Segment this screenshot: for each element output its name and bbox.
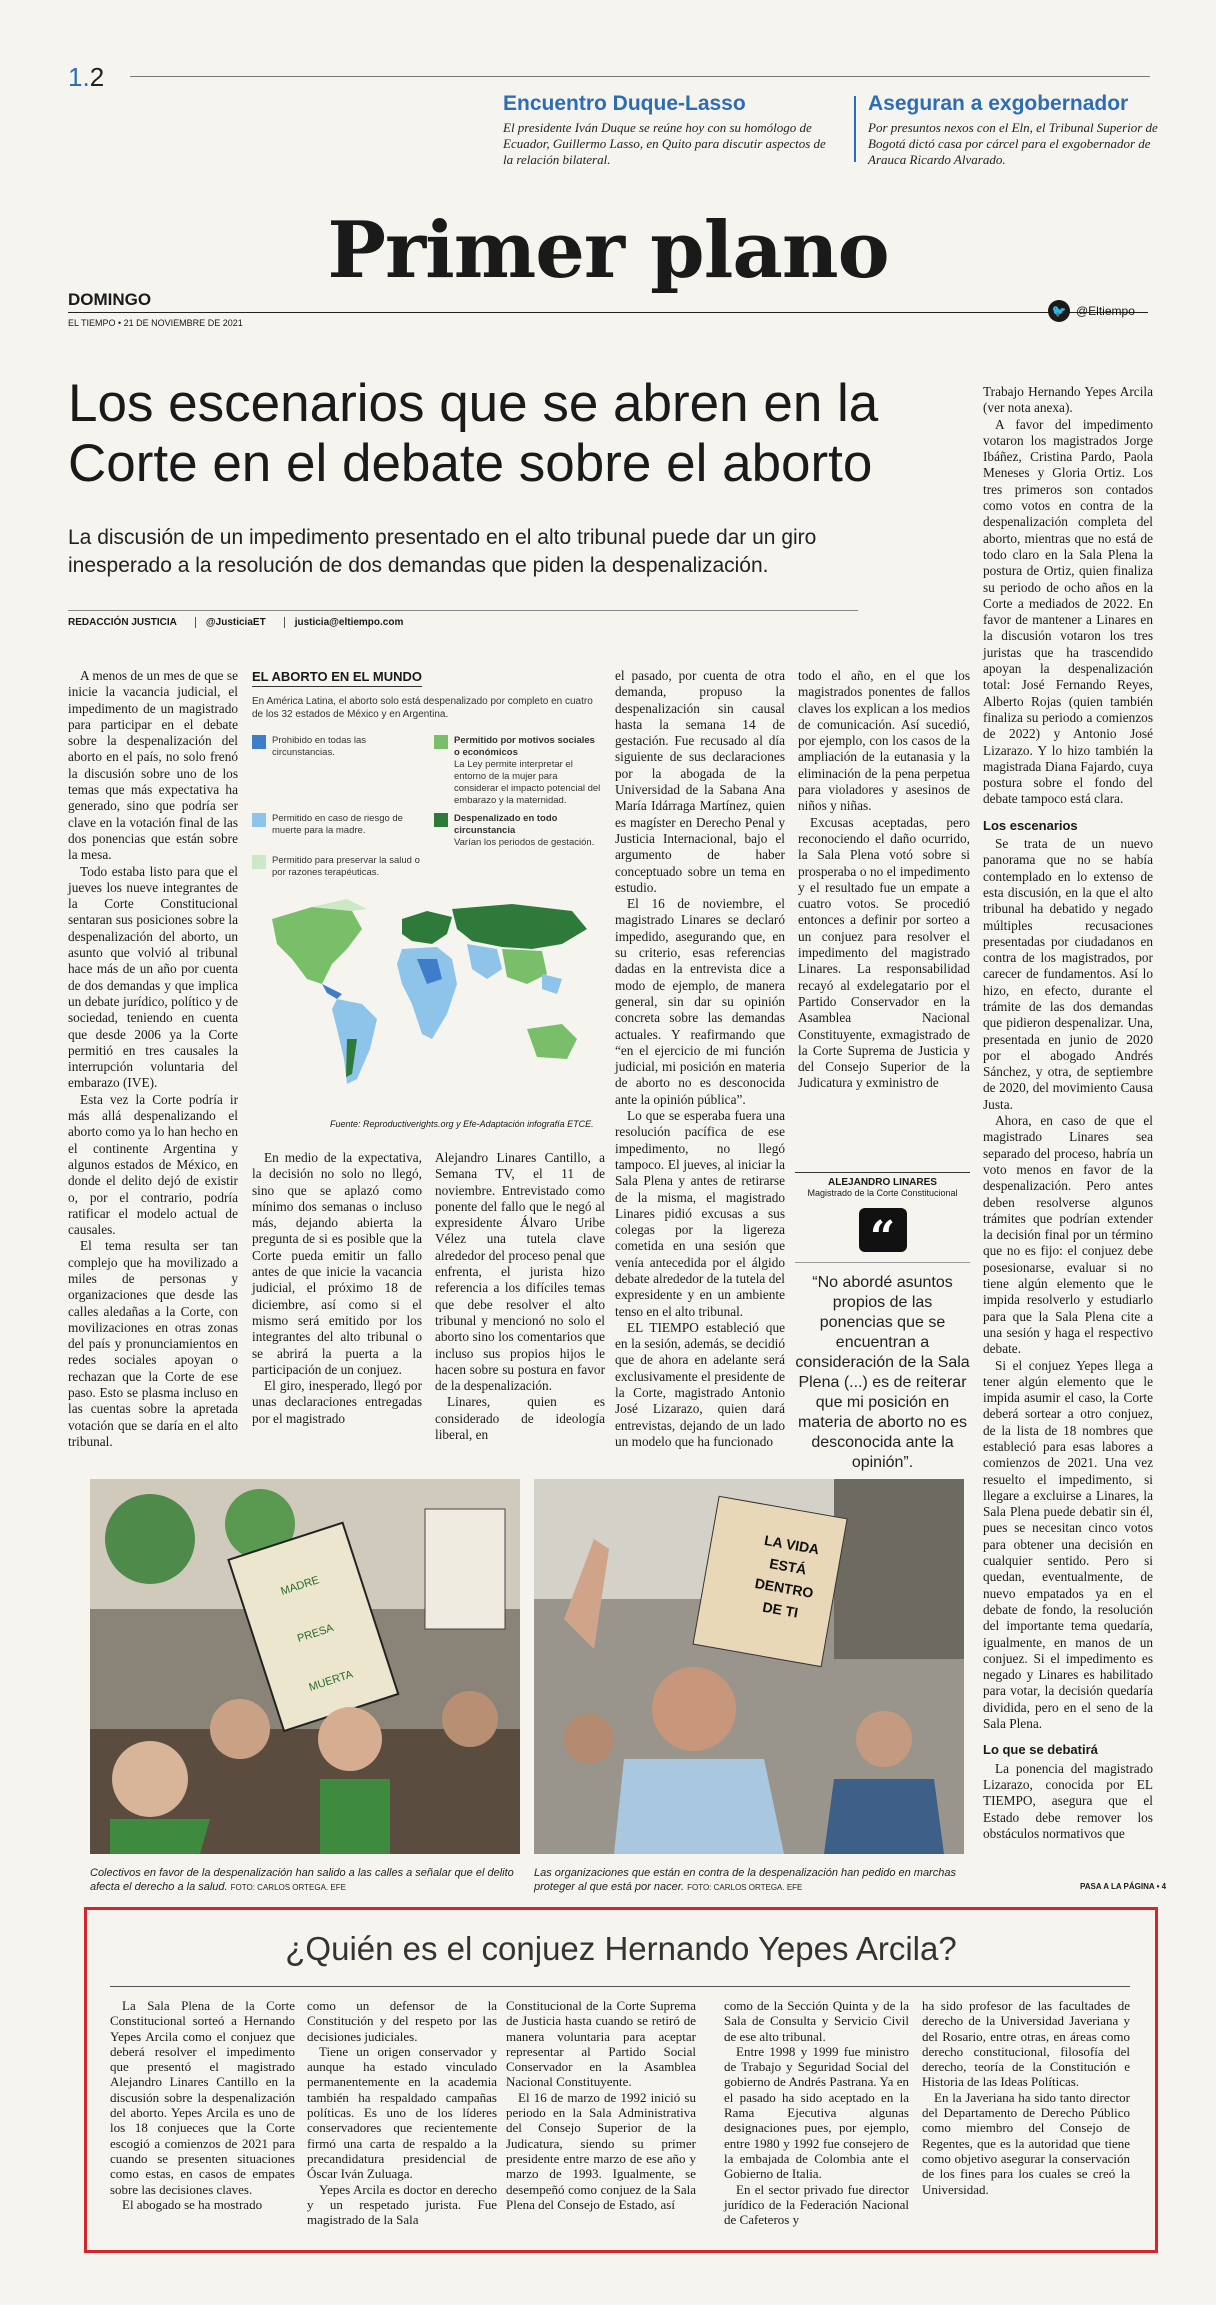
paragraph: Constitucional de la Corte Suprema de Justicia hasta cuando se retiró de manera voluntaria para aceptar representar al Partido Social Conservador en la Asamblea Nacional Constituyente. bbox=[506, 1998, 696, 2090]
paragraph: El 16 de marzo de 1992 inició su periodo en la Sala Administrativa del Consejo Superior de la Judicatura, siendo su primer presidente entre marzo de ese año y marzo de 1993. Igualmente, se desempeñó como conjuez de la Sala Plena del Consejo de Estado, así bbox=[506, 2089, 696, 2212]
paragraph: todo el año, en el que los magistrados ponentes de fallos claves los explican a los medios de comunicación. Así sucedió, por ejemplo, con los casos de la ampliación de la eutanasia y la eliminación de la pena perpetua para violadores y asesinos de niños y niñas. bbox=[798, 668, 970, 814]
paragraph: Tiene un origen conservador y aunque ha estado vinculado permanentemente en la academia también ha respaldado campañas políticas. Es uno de los líderes conservadores que recientemente firmó una carta de respaldo a la precandidatura presidencial de Óscar Iván Zuluaga. bbox=[307, 2043, 497, 2182]
infographic-legend bbox=[252, 735, 602, 879]
article-headline: Los escenarios que se abren en la Corte en el debate sobre el aborto bbox=[68, 374, 879, 493]
paragraph: Todo estaba listo para que el jueves los nueve integrantes de la Corte Constitucional sentaran sus posiciones sobre la despenalización del aborto, un asunto que volvió al tribunal hace más de un año por cuenta de dos demandas y que implica un debate jurídico, político y de sociedad, teniendo en cuenta que desde 2006 ya la Corte permitió en tres causales la interrupción voluntaria del embarazo (IVE). bbox=[68, 863, 238, 1091]
continued-on-page[interactable]: PASA A LA PÁGINA • 4 bbox=[1080, 1882, 1167, 1891]
day-label: DOMINGO bbox=[68, 290, 152, 309]
subheading: Los escenarios bbox=[983, 817, 1078, 833]
byline bbox=[68, 610, 858, 628]
twitter-icon: 🐦 bbox=[1048, 300, 1070, 322]
teaser-title: Encuentro Duque-Lasso bbox=[503, 92, 746, 115]
paragraph: el pasado, por cuenta de otra demanda, propuso la despenalización sin causal hasta la semana 14 de gestación. Fue recusado al día siguiente de sus declaraciones por la abogada de la Universidad de la Sabana Ana María Idárraga Martínez, quien es magíster en Derecho Penal y Justicia Internacional, bajo el argumento de haber conceptuado sobre un tema en estudio. bbox=[615, 668, 785, 895]
paragraph: Yepes Arcila es doctor en derecho y un respetado jurista. Fue magistrado de la Sala bbox=[307, 2181, 497, 2228]
teaser-duque-lasso[interactable] bbox=[503, 92, 833, 168]
paragraph: EL TIEMPO estableció que en la sesión, además, se decidió que de ahora en adelante será exclusivamente el presidente de la Corte, magistrado Antonio José Lizarazo, quien dará entrevistas, dejando de un lado un modelo que ha funcionado bbox=[615, 1319, 785, 1449]
legend-swatch bbox=[252, 735, 266, 749]
protest-photo-prolife bbox=[534, 1479, 964, 1854]
abortion-world-infographic bbox=[252, 668, 602, 1138]
paragraph: ha sido profesor de las facultades de derecho de la Universidad Javeriana y del Rosario, entre otras, en áreas como derecho constitucional, filosofía del derecho, teoría de la Constitución e Historia de las Ideas Políticas. bbox=[922, 1998, 1130, 2090]
paragraph: como un defensor de la Constitución y del respeto por las decisiones judiciales. bbox=[307, 1998, 497, 2044]
legend-swatch bbox=[434, 735, 448, 749]
paragraph: El 16 de noviembre, el magistrado Linares se declaró impedido, asegurando que, en su criterio, esas referencias dadas en la entrevista dice a modo de ejemplo, de manera general, sin dar su opinión concreta sobre las demandas actuales. Y reafirmando que “en el ejercicio de mi función judicial, mi posición en materia de aborto no es desconocida ante la opinión pública”. bbox=[615, 896, 785, 1107]
byline-email[interactable]: justicia@eltiempo.com bbox=[284, 617, 404, 628]
box-column-1 bbox=[110, 1998, 295, 2212]
paragraph: Lo que se esperaba fuera una resolución pacífica de ese impedimento, no llegó tampoco. El jueves, al iniciar la Sala Plena y antes de retirarse de la misma, el magistrado Linares pidió excusas a sus colegas por la ligereza cometida en una sesión que venía antecedida por el álgido debate alrededor de la tutela del expresidente y en un ambiente tenso en el alto tribunal. bbox=[615, 1108, 785, 1319]
infographic-title: EL ABORTO EN EL MUNDO bbox=[252, 669, 422, 687]
sidebar-box-rule bbox=[110, 1986, 1130, 1987]
twitter-handle[interactable] bbox=[1048, 300, 1135, 322]
byline-twitter[interactable]: @JusticiaET bbox=[195, 617, 266, 628]
paragraph: Ahora, en caso de que el magistrado Linares sea separado del proceso, habría un voto menos en favor de la despenalización. Pero antes deben resolverse algunos trámites que podrían extender la decisión final por un término que no es fijo: el conjuez debe posesionarse, evaluar si no tiene algún elemento que le impida resolverlo y estudiarlo para que la Sala Plena cite a una sesión y haga el respectivo debate. bbox=[983, 1113, 1153, 1357]
svg-text:MUERTA: MUERTA bbox=[307, 1668, 355, 1694]
legend-item: Despenalizado en todo circunstancia Varían los periodos de gestación. bbox=[434, 813, 602, 849]
teaser-title: Aseguran a exgobernador bbox=[868, 92, 1129, 115]
svg-text:DENTRO: DENTRO bbox=[753, 1575, 815, 1602]
quote-role: Magistrado de la Corte Constitucional bbox=[807, 1188, 958, 1198]
photo-caption-2: Las organizaciones que están en contra de la despenalización han pedido en marchas proteger al que está por nacer. FOTO: CARLOS ORTEGA. EFE bbox=[534, 1867, 956, 1893]
box-column-2 bbox=[307, 1998, 497, 2227]
protest-photo-prochoice bbox=[90, 1479, 520, 1854]
legend-swatch bbox=[434, 813, 448, 827]
paragraph: El giro, inesperado, llegó por unas declaraciones entregadas por el magistrado bbox=[252, 1378, 422, 1426]
article-column-2 bbox=[252, 1150, 422, 1427]
paragraph: Esta vez la Corte podría ir más allá despenalizando el aborto como ya lo han hecho en el continente Argentina y algunos estados de México, en donde el delito dejó de existir o, por el contrario, podría ratificar el modelo actual de causales. bbox=[68, 1091, 238, 1238]
article-standfirst: La discusión de un impedimento presentado en el alto tribunal puede dar un giro inesperado a la resolución de dos demandas que piden la despenalización. bbox=[68, 526, 817, 577]
photo-caption-1: Colectivos en favor de la despenalización han salido a las calles a señalar que el delito afecta el derecho a la salud. FOTO: CARLOS ORTEGA. EFE bbox=[90, 1867, 514, 1893]
paragraph: como de la Sección Quinta y de la Sala de Consulta y Servicio Civil de ese alto tribunal. bbox=[724, 1998, 909, 2044]
legend-item: Permitido por motivos sociales o económicos La Ley permite interpretar el entorno de la mujer para considerar el impacto potencial del embarazo y la maternidad. bbox=[434, 735, 602, 807]
paragraph: Excusas aceptadas, pero reconociendo el daño ocurrido, la Sala Plena votó sobre si prosperaba o no el impedimento y el resultado fue un empate a cuatro votos. Se procedió entonces a definir por sorteo a un conjuez para resolver el impedimento del magistrado Linares. La responsabilidad recayó al exdelegatario por el Partido Conservador en la Asamblea Nacional Constituyente, exmagistrado de la Corte Suprema de Justicia y del Consejo Superior de la Judicatura y exministro de bbox=[798, 814, 970, 1091]
article-column-4 bbox=[615, 668, 785, 1450]
teaser-text: Por presuntos nexos con el Eln, el Tribunal Superior de Bogotá dictó casa por cárcel para el exgobernador de Arauca Ricardo Alvarado. bbox=[868, 120, 1158, 167]
section-title: Primer plano bbox=[327, 205, 889, 296]
teaser-text: El presidente Iván Duque se reúne hoy con su homólogo de Ecuador, Guillermo Lasso, en Quito para discutir aspectos de la relación bilateral. bbox=[503, 120, 826, 167]
sidebar-box-title: ¿Quién es el conjuez Hernando Yepes Arcila? bbox=[285, 1930, 957, 1967]
page-number: 1.2 bbox=[68, 62, 105, 92]
article-column-3 bbox=[435, 1150, 605, 1443]
subheading: Lo que se debatirá bbox=[983, 1742, 1098, 1758]
box-column-4 bbox=[724, 1998, 909, 2227]
edition-date: EL TIEMPO • 21 DE NOVIEMBRE DE 2021 bbox=[68, 318, 243, 328]
box-column-3 bbox=[506, 1998, 696, 2212]
paragraph: En medio de la expectativa, la decisión no solo no llegó, sino que se aplazó como mínimo dos semanas o incluso más, dejando abierta la pregunta de si es posible que la Corte pueda emitir un fallo antes de que inicie la vacancia judicial, el próximo 18 de diciembre, así como si el mismo será emitido por los integrantes del alto tribunal o se abrirá la puerta a la participación de un conjuez. bbox=[252, 1150, 422, 1377]
quote-marks-icon: “ bbox=[859, 1208, 907, 1252]
paragraph: A favor del impedimento votaron los magistrados Jorge Ibáñez, Cristina Pardo, Paola Meneses y Gloria Ortiz. Los tres primeros son contados como votos en contra de la despenalización completa del aborto, mientras que no está de todo claro en la Sala Plena la postura de Ortiz, quien finaliza su periodo de ocho años en la Corte a mediados de 2022. En favor de mantener a Linares en la discusión votaron los tres juristas que ha trascendido apoyan la despenalización total: José Fernando Reyes, Alberto Rojas (quien también finaliza su periodo a comienzos de 2022) y Antonio José Lizarazo. Y lo hizo también la magistrada Diana Fajardo, cuya postura sobre el fondo del debate tampoco está clara. bbox=[983, 416, 1153, 807]
quote-text: “No abordé asuntos propios de las ponencias que se encuentran a consideración de la Sala Plena (...) es de reiterar que mi posición en materia de aborto no es desconocida ante la opinión”. bbox=[795, 1262, 970, 1473]
teaser-exgobernador[interactable] bbox=[868, 92, 1158, 168]
article-column-5 bbox=[798, 668, 970, 1092]
svg-text:MADRE: MADRE bbox=[279, 1574, 321, 1598]
svg-text:LA VIDA: LA VIDA bbox=[763, 1531, 821, 1558]
world-map bbox=[252, 889, 602, 1109]
svg-text:DE TI: DE TI bbox=[761, 1598, 800, 1621]
date-rule bbox=[68, 312, 1148, 313]
pull-quote bbox=[795, 1172, 970, 1473]
paragraph: Alejandro Linares Cantillo, a Semana TV, el 11 de noviembre. Entrevistado como ponente del fallo que le negó al expresidente Álvaro Uribe Vélez una tutela clave alrededor del proceso penal que enfrenta, el jurista hizo referencia a los difíciles temas que debe resolver el alto tribunal y mencionó no solo el aborto sino los comentarios que incluso sus propios hijos le hacen sobre su postura en favor de la despenalización. bbox=[435, 1150, 605, 1394]
paragraph: Trabajo Hernando Yepes Arcila (ver nota anexa). bbox=[983, 384, 1153, 416]
paragraph: La Sala Plena de la Corte Constitucional sorteó a Hernando Yepes Arcila como el conjuez que deberá resolver el impedimento que presentó el magistrado Alejandro Linares Cantillo en la discusión sobre la despenalización del aborto. Yepes Arcila es uno de los 18 conjueces que la Corte escogió a comienzos de 2021 para cuando se presenten situaciones como estas, en casos de empates sobre las decisiones claves. bbox=[110, 1998, 295, 2197]
legend-item: Permitido en caso de riesgo de muerte para la madre. bbox=[252, 813, 420, 849]
paragraph: Si el conjuez Yepes llega a tener algún elemento que le impida asumir el caso, la Corte deberá sortear a otro conjuez, de la lista de 18 nombres que estableció para esas labores a comienzos de 2021. Una vez resuelto el impedimento, si llegare a excluirse a Linares, la Sala Plena puede debatir sin él, pues se necesitan cinco votos para obtener una decisión en cualquier sentido. Pero si quedan, eventualmente, de nuevo empatados ya en el debate de fondo, la resolución del importante tema quedaría, igualmente, en manos de un conjuez. Si el impedimento es negado y Linares es habilitado para votar, la decisión quedaría dividida, pero en el seno de la Sala Plena. bbox=[983, 1357, 1153, 1732]
svg-text:ESTÁ: ESTÁ bbox=[768, 1555, 808, 1578]
infographic-source: Fuente: Reproductiverights.org y Efe-Adaptación infografía ETCE. bbox=[330, 1119, 594, 1129]
top-rule bbox=[130, 76, 1150, 77]
article-column-1 bbox=[68, 668, 238, 1450]
byline-author: REDACCIÓN JUSTICIA bbox=[68, 617, 177, 628]
twitter-handle-text: @Eltiempo bbox=[1076, 304, 1135, 318]
paragraph: El abogado se ha mostrado bbox=[122, 2196, 263, 2212]
legend-swatch bbox=[252, 855, 266, 869]
box-column-5 bbox=[922, 1998, 1130, 2197]
paragraph: En el sector privado fue director jurídico de la Federación Nacional de Cafeteros y bbox=[724, 2181, 909, 2228]
legend-item: Permitido para preservar la salud o por razones terapéuticas. bbox=[252, 855, 420, 879]
paragraph: La ponencia del magistrado Lizarazo, conocida por EL TIEMPO, asegura que el Estado debe remover los obstáculos normativos que bbox=[983, 1760, 1153, 1841]
paragraph: Linares, quien es considerado de ideología liberal, en bbox=[435, 1394, 605, 1443]
paragraph: En la Javeriana ha sido tanto director del Departamento de Derecho Público como miembro del Consejo de Regentes, que es la autoridad que tiene como objetivo asegurar la conservación de los fines para los cuales se creó la Universidad. bbox=[922, 2089, 1130, 2197]
article-column-6 bbox=[983, 384, 1153, 1842]
legend-item: Prohibido en todas las circunstancias. bbox=[252, 735, 420, 807]
teaser-divider bbox=[854, 96, 856, 162]
quote-author: ALEJANDRO LINARES bbox=[795, 1172, 970, 1188]
paragraph: El tema resulta ser tan complejo que ha movilizado a miles de personas y organizaciones que desde las calles aledañas a la Corte, con movilizaciones en otras zonas del país y pronunciamientos en redes sociales apoyan o rechazan que la Corte de ese paso. Esto se plasma incluso en las cuentas sobre la apretada votación que se daría en el alto tribunal. bbox=[68, 1238, 238, 1449]
svg-text:PRESA: PRESA bbox=[295, 1622, 336, 1646]
infographic-description: En América Latina, el aborto solo está despenalizado por completo en cuatro de los 32 estados de México y en Argentina. bbox=[252, 696, 593, 720]
paragraph: Entre 1998 y 1999 fue ministro de Trabajo y Seguridad Social del gobierno de Andrés Pastrana. Ya en el pasado ha sido aceptado en la Rama Ejecutiva algunas designaciones pues, por ejemplo, entre 1980 y 1992 fue consejero de la embajada de Colombia ante el Gobierno de Italia. bbox=[724, 2043, 909, 2182]
paragraph: A menos de un mes de que se inicie la vacancia judicial, el impedimento de un magistrado para participar en el debate sobre la despenalización del aborto en el país, no solo frenó la discusión sobre uno de los temas que más expectativa ha generado, sino que podría ser clave en la votación final de las dos ponencias que están sobre la mesa. bbox=[68, 668, 238, 863]
paragraph: Se trata de un nuevo panorama que no se había contemplado en lo extenso de esta discusión, en la que el alto tribunal ha debatido y negado múltiples recusaciones presentadas por ciudadanos en contra de los magistrados, por carecer de fundamentos. Así lo hizo, en efecto, durante el trámite de las dos demandas que pidieron despenalizar. Una, presentada en junio de 2020 por el abogado Andrés Sánchez, y otra, de septiembre de 2020, del movimiento Causa Justa. bbox=[983, 836, 1153, 1112]
legend-swatch bbox=[252, 813, 266, 827]
